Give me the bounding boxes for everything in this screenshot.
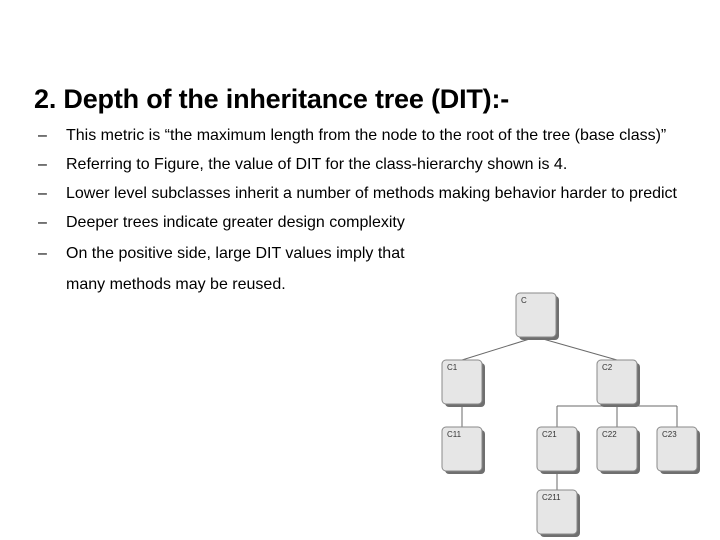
class-node-root: [516, 293, 559, 340]
class-node-c1: [442, 360, 485, 407]
node-label: C2: [602, 363, 613, 372]
bullet-text: On the positive side, large DIT values imply that many methods may be reused.: [66, 245, 405, 293]
bullet-dash: –: [38, 185, 47, 202]
node-label: C1: [447, 363, 458, 372]
node-group: [442, 293, 700, 537]
connector-line: [462, 337, 536, 360]
class-node-c211: [537, 490, 580, 537]
class-node-c2: [597, 360, 640, 407]
node-label: C23: [662, 430, 677, 439]
node-label: C: [521, 296, 527, 305]
node-label: C211: [542, 493, 561, 502]
node-label: C11: [447, 430, 462, 439]
class-node-c23: [657, 427, 700, 474]
bullet-text: Lower level subclasses inherit a number of methods making behavior harder to predict: [66, 185, 677, 202]
slide-title: 2. Depth of the inheritance tree (DIT):-: [34, 84, 510, 114]
bullet-dash: –: [38, 127, 47, 144]
bullet-dash: –: [38, 245, 47, 262]
bullet-dash: –: [38, 214, 47, 231]
bullet-text: Referring to Figure, the value of DIT for the class-hierarchy shown is 4.: [66, 156, 568, 173]
class-node-c21: [537, 427, 580, 474]
node-label: C21: [542, 430, 557, 439]
connector-line: [536, 337, 617, 360]
bullet-text: Deeper trees indicate greater design complexity: [66, 214, 405, 231]
bullet-text: This metric is “the maximum length from the node to the root of the tree (base class)”: [66, 127, 667, 144]
class-node-c22: [597, 427, 640, 474]
bullet-dash: –: [38, 156, 47, 173]
class-node-c11: [442, 427, 485, 474]
node-label: C22: [602, 430, 617, 439]
